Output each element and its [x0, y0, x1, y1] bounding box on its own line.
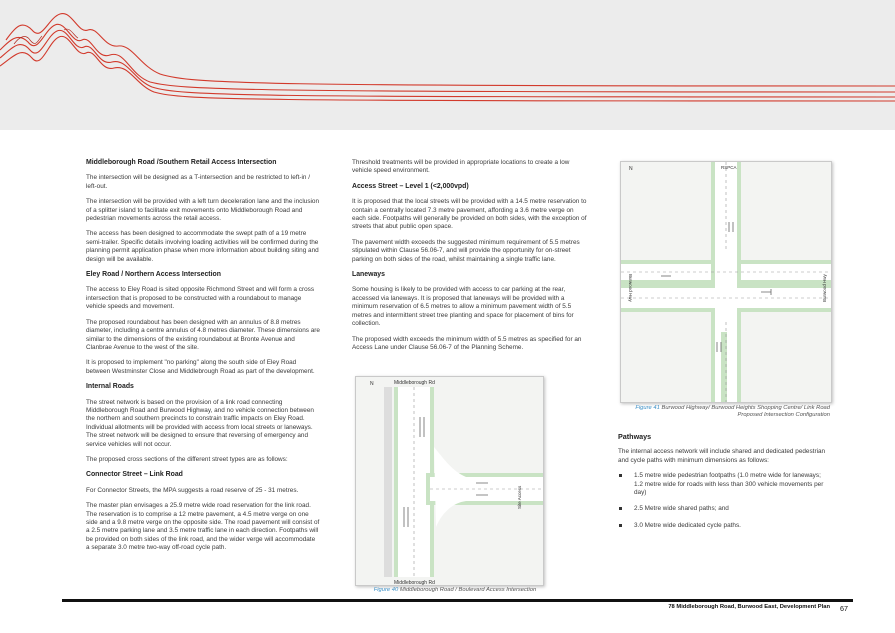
- paragraph: The proposed roundabout has been designed with an annulus of 8.8 metres diameter, including a centre annulus of 4.8 metres diameter. These dimensions are similar to the dimensions of the existing roundabout at Bronte Avenue and Clanbrae Avenue to the west of the site.: [86, 318, 320, 351]
- paragraph: For Connector Streets, the MPA suggests a road reserve of 25 - 31 metres.: [86, 486, 299, 494]
- contour-lines-graphic: [0, 0, 895, 130]
- paragraph: The access has been designed to accommodate the swept path of a 19 metre semi-trailer. Specific details involving loading activities will be confirmed during the planning permit application phase when more information about building siting and design will be available.: [86, 230, 319, 263]
- figure-caption-line1: Burwood Highway/ Burwood Heights Shopping Centre/ Link Road: [661, 405, 830, 411]
- paragraph: The intersection will be designed as a T-intersection and be restricted to left-in / left-out.: [86, 174, 311, 190]
- paragraph: Threshold treatments will be provided in appropriate locations to create a low vehicle speed environment.: [352, 159, 570, 175]
- north-arrow-icon: N: [370, 381, 374, 387]
- figure-40-intersection-plan: [355, 376, 544, 586]
- heading-southern-retail-access: Middleborough Road /Southern Retail Access Intersection: [86, 159, 277, 166]
- header-banner: [0, 0, 895, 130]
- paragraph: The pavement width exceeds the suggested minimum requirement of 5.5 metres stipulated within Clause 56.06-7, and will provide the opportunity for on-street parking on both sides of the road, whilst maintaining a single traffic lane.: [352, 238, 580, 263]
- fig40-label-bottom: Middleborough Rd: [394, 580, 435, 585]
- figure-caption-line2: Proposed Intersection Configuration: [737, 412, 830, 418]
- paragraph: The access to Eley Road is sited opposite Richmond Street and will form a cross intersection that is proposed to be constructed with a roundabout to manage vehicle speeds and movement.: [86, 286, 315, 311]
- footer-divider: [62, 599, 853, 602]
- text-column-middle: [352, 159, 588, 359]
- fig40-label-top: Middleborough Rd: [394, 380, 435, 386]
- fig41-label-top: RSPCA: [721, 165, 737, 170]
- text-column-left: [86, 159, 320, 560]
- heading-laneways: Laneways: [352, 271, 385, 279]
- paragraph: The master plan envisages a 25.9 metre wide road reservation for the link road. The reservation is to comprise a 12 metre pavement, a 4.5 metre verge on one side and a 9.8 metre verge on the opposite side. The road pavement will consist of a 2.5 metre parking lane and 3.5 metre traffic lane in each direction. Footpaths will be provided on both sides of the link road, and the wider verge will accommodate a separate 3.0 metre two-way off-road cycle path.: [86, 502, 320, 552]
- fig41-label-right: Burwood Hwy: [822, 274, 827, 302]
- paragraph: It is proposed to implement "no parking" along the south side of Eley Road between Westminster Close and Middlebrough Road as part of the development.: [86, 359, 315, 375]
- paragraph: The intersection will be provided with a left turn deceleration lane and the inclusion of a splitter island to facilitate exit movements onto Middleborough Road and pedestrian movements across the retail access.: [86, 198, 320, 223]
- paragraph: Some housing is likely to be provided with access to car parking at the rear, accessed via laneways. It is proposed that laneways will be provided with a minimum reservation of 6.5 metres to allow a minimum pavement width of 5.5 metres and intermittent street tree planting and space for placement of bins for collection.: [352, 286, 574, 328]
- figure-number: Figure 41: [635, 405, 660, 411]
- figure-caption-text: Middleborough Road / Boulevard Access Intersection: [399, 587, 537, 593]
- footer-document-title: 78 Middleborough Road, Burwood East, Development Plan: [668, 604, 830, 610]
- paragraph: The proposed cross sections of the different street types are as follows:: [86, 455, 288, 463]
- figure-41-intersection-plan: [620, 161, 832, 403]
- figure-number: Figure 40: [373, 587, 399, 593]
- list-item: 3.0 Metre wide dedicated cycle paths.: [618, 522, 830, 530]
- list-item: 2.5 Metre wide shared paths; and: [618, 505, 830, 513]
- heading-pathways: Pathways: [618, 432, 652, 441]
- north-arrow-icon: N: [629, 166, 633, 172]
- list-item: 1.5 metre wide pedestrian footpaths (1.0 metre wide for laneways; 1.2 metre wide for roads with less than 300 vehicle movements per day): [618, 472, 830, 497]
- paragraph: It is proposed that the local streets will be provided with a 14.5 metre reservation to contain a centrally located 7.3 metre pavement, affording a 3.6 metre verge on each side. Footpaths will generally be provided on both sides, with the exception of streets that abut public open space.: [352, 198, 587, 231]
- pathway-list: [618, 472, 830, 530]
- fig41-label-left: Burwood Hwy: [628, 274, 633, 302]
- page-number: 67: [840, 604, 848, 613]
- figure-41-caption: [620, 405, 830, 419]
- figure-40-caption: [360, 587, 550, 594]
- text-column-right: [618, 433, 830, 538]
- fig40-label-side: Site Access: [517, 485, 522, 509]
- paragraph: The internal access network will include shared and dedicated pedestrian and cycle paths with minimum dimensions as follows:: [618, 448, 826, 464]
- heading-internal-roads: Internal Roads: [86, 383, 134, 391]
- heading-access-street: Access Street – Level 1 (<2,000vpd): [352, 182, 469, 190]
- paragraph: The proposed width exceeds the minimum width of 5.5 metres as specified for an Access Lane under Clause 56.06-7 of the Planning Scheme.: [352, 335, 582, 351]
- heading-eley-road: Eley Road / Northern Access Intersection: [86, 271, 221, 279]
- heading-connector-street: Connector Street – Link Road: [86, 471, 183, 479]
- paragraph: The street network is based on the provision of a link road connecting Middleborough Road and Burwood Highway, and no vehicle connection between the northern and southern precincts to constrain traffic impacts on Eley Road. Individual allotments will be provided with access from local streets or laneways. The street network will be designed to ensure that reversing of emergency and service vehicles will not occur.: [86, 398, 314, 448]
